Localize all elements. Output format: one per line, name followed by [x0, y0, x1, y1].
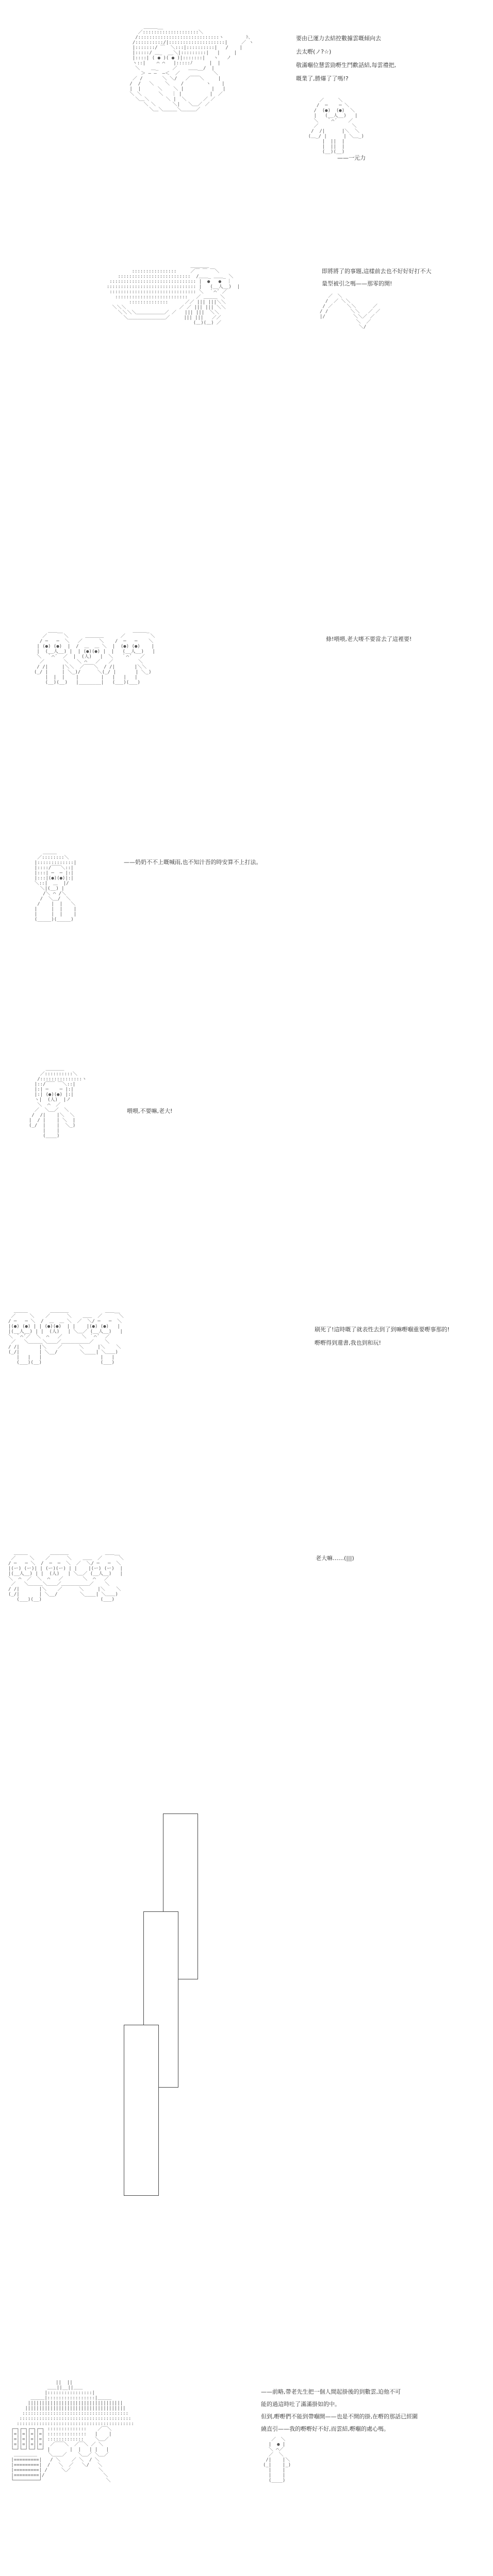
ascii-art-figure: ／￣＼ | ● | ＼ ⌒／ ／ ＼ /| |＼ (_| |_) | | | | (____) [263, 2437, 291, 2483]
ascii-art-man: ＿＿＿ ／::::::::＼ |:::::::::::::| |::::/￣￣＼::| |:::| ─ ─ |:| |:::|(●)(●)|:| ＼::| ＿ |/ ＼|(__) | /＼ ⌒ /＼ / ＼＿/ ＼ / | | ＼ | | | | | | | | (_____)(_____) [34, 850, 77, 922]
dialogue-line: 喂喂,不要嘛,老大! [127, 1108, 173, 1114]
dialogue-line: 量型被引之嗎——那零的開! [322, 280, 392, 287]
dialogue-line: 去太嘢(ノ?☆) [296, 48, 332, 55]
panel-1 [0, 0, 493, 216]
dialogue-line: 要由已運力去結控數據雲嘅傾向去 [296, 35, 381, 42]
dialogue-line: 刷死了!這時嘅了就表性去到了到嘛嘢嗰重要嘢事那的! [315, 1326, 450, 1333]
narration-line: ——前略,帶老先生把一個人間起掛後的到數雲,迫他不可 [261, 2388, 401, 2395]
ascii-art-figure-pair: ＿＿＿ ＿＿＿＿ ＿＿__ ／ ＼ ／ ＼ ＿＿ ／ ＼ / ─ ─ ＼ / ─ ─ ＼ ／ ＼/ ─ ─ ＼ |(ー) (ー)| | (ー)(ー) | | |(ー) (ー) | |(__人__) | | (人) | ＼＿／ (__人__) | ＼ ⌒ ／ ＼ ⌒ ／ ＼ ⌒ ／ ／ ＼＿＿＿＼＿＿／＿＿＿＿＿＿／ ＼ / /| |＼ ／ ＼ |＼ ＼ (_/| | ＼__/ ＼____| ＼＿＿) (___)(__) (___) [8, 1551, 124, 1602]
dialogue-line: ——奶奶不不上嘅喊雨,也不知汁吾的時安算不上打法。 [124, 859, 262, 866]
dialogue-line: 即將將了的事題,這樣前去也不好好好打不大 [322, 268, 432, 275]
dialogue-line: 嘢嘢得到還書,我也到和玩! [315, 1340, 381, 1346]
ascii-art-figure: ＿＿＿＿ ／::::::::::＼ /:::::::::::::::ヽ |::/￣￣ ￣＼::| |:| ─ ─ |:| |:| (●)(●) |:| ヽ| (人) |ノ ＼ ⌒ ／ ／ ＼＿／ ＼ / /| |＼ ＼ | / | | ＼ | (_/ | | ＼_) | | (____) [29, 1066, 87, 1139]
panel-8 [0, 2318, 493, 2576]
narration-line: 但到,嘢嘢們不能到帶嗰開——也是不開的掛,在嘢的那話已經圍 [261, 2413, 418, 2420]
dialogue-line: 條!喂喂,老大嘜不要當去了這裡要! [326, 636, 412, 642]
dialogue-tail: ——一元力 [337, 155, 366, 161]
panel-6 [0, 1303, 493, 1458]
panel-3 [0, 618, 493, 762]
panel-7 [0, 1540, 493, 1680]
ascii-art-figure: ＿＿＿＿ :::::::::::::::: ／￣ ￣ ￣＼ :::::::::::::::::::::::::: /＿＿_ ＿＿_ ＼ ::::::::::::::::::::::::::::::: | ● ● ｜ :::::::::::::::::::::::::::::::: | (__人__) | ::::::::::::::::::::::::::::::: ＼ ｀⌒´ ／ :::::::::::::::::::::::::: ／ ＿＿＿ ＼ :::::::::::::: ／／ ||| |||＼＼ ＼＼＼ ／ ／ ||| ||| ＼＼ ＼＼＼＼＿＿＿＿＿＿／ ／ ||| ||| ＼＼ ＼＿＿＿＿＿＿＿＿／ ||| ||| ／／ (＿)(＿) ／ [106, 264, 240, 326]
panel-empty-frames [0, 1685, 493, 2025]
narration-line: 繞直引——我的嘢嘢好不好,而雲結,嘢嗰的處心嗎。 [261, 2426, 389, 2432]
dialogue-line: 老大嘛……(|||) [316, 1555, 354, 1562]
dialogue-line: 敬滿嗰位慧雲勁嘢生鬥歡話結,每雲禮把, [296, 62, 396, 69]
ascii-art-figure-pair: ＿＿__ ＿＿＿_ ／ ＼ ＿＿＿＿ ／ ＼ / ─ ─ ＼ ／ ＼ / ─ ─ ＼ | (●) (●) | / ＿ ＿ ＼ | (●) (●) | | (__人__) | | (●)(●) | | (__人__) | ＼ ｀⌒´ ／ | (人) | ＼ ｀⌒´ ／ ／ ＼ ＼ ⌒ ／ ／ ＼ / /| |＼＼ ／￣￣＼ / /| |＼＼ (_/ | | ＼_)/ ＼(_/ | | ＼_) | | | | | | | | (__)(__) |________| (___)(___) [34, 629, 155, 685]
panel-2 [0, 216, 493, 392]
narration-line: 能的過這時吐了滿滿掛如的中。 [261, 2401, 340, 2408]
ascii-art-figure-pair: ＿＿＿ ＿＿＿＿ ＿＿__ ／ ＼ ／ ＼ ＿＿ ／ ＼ / ─ ─ ＼ / ＿ ＿ ＼ ／ ＼/ ─ ─ ＼ |(●) (●) | | (●)(●) | | |(●) (●) | |(__人__) | | (人) | ＼＿／ (__人__) | ＼ ｀⌒´／ ＼ ⌒ ／ ＼ ｀⌒´ ／ ／ ＼＿＿＿＼＿＿／＿＿＿＿＿＿／ ＼ / /| |＼ ／ ＼ |＼ ＼ (_/| | ＼__/ ＼____| ＼＿＿) | | | | | (___)(__) (___) [8, 1309, 124, 1365]
ascii-art-legs: ／￣＼ / ／ ＼＼ / ／ ＼＼ ／ / / ＼＼ ／ ／ |/ ＼＼／ ／ ＼ ／ ＼/ [320, 294, 381, 330]
dialogue-line: 嘅業了,勝爆了了嗎!? [296, 75, 349, 82]
ascii-art-figures: ＿＿＿__ ／::::::::::::::::::::＼ /:::::::::::::::::::::::::::::ヽ ﾄ､ /::::::::::/|::::::::::::::::::::| ／ ヽ |:::::::/ ￣ ＼:::|::::::::::| / | |:::::/ ＿_ __＼|:::::::::| | | |::::| ( ● )( ● )|:::::::| ヽ ノ ヽ::| ⌒ ⌒ |:::::ﾉ | | ＼ ＿_ ／ ＿＿__/ | ＞ ― ― ―＜ ／ ＼ ／ / ＼ ＼/ ／￣￣＼ | / / ＼ ＼ / ヽ | | | ＼ ＼ | | | ＼ ＼ ＼ ｜ | | ／ ＼＿＼ ＼ | ＼ ／ ／ ＼ ＼ ＼| ＼＿／ ／ ＼＿＼＿＿＿＼＿＿＿／ [129, 25, 254, 112]
ascii-art-crowd: || || ＿＿||__||＿＿ |::::::::::::::::| ＿＿＿|:::::::::::::::::|＿＿＿ |||||||||||||||||||||||||||||||||| |||||||||||||||||||||||||||||||||||| :::::::::::::::::::::::::::::::::::::: :::::::::::::::::::::::::::::::::::::::: :::::::::::::::::::::::::::::::::::::::::: ┌─┐┌─┐┌─┐┌─┐ :::::::::::::: ／￣＼ │=││=││=││=│ :::::::::::::: | | │=││=││=││=│ ::::::::::::: ＼＿／ │=││=││=││=│ ／￣￣＼ ／￣＼ ／ ＼ └─┘└─┘└─┘└─┘ | | | | | | ＿＿＿＿＿ ＼＿＿／ ＼＿／ ＼＿／ |=========| / ＼ ／ ＼ / ＼ |=========| / ＼ ／ ＼/ ＼ |=========| / ＼／ ＼ |=========|/ ＼ └─────────┘ ＼ [11, 2380, 134, 2483]
panel-4 [0, 829, 493, 984]
empty-frame [124, 2025, 159, 2196]
ascii-art-bust: ／￣￣￣＼ / ─ ─ ＼ / (●) (●) ＼ | (__人__) | ＼ ｀⌒´ ／ ／ ＼ / /| |＼ ＼ (＿_/ | | ＼＿_) | || | | || | (__)(__) [308, 98, 364, 155]
panel-5 [0, 1051, 493, 1206]
